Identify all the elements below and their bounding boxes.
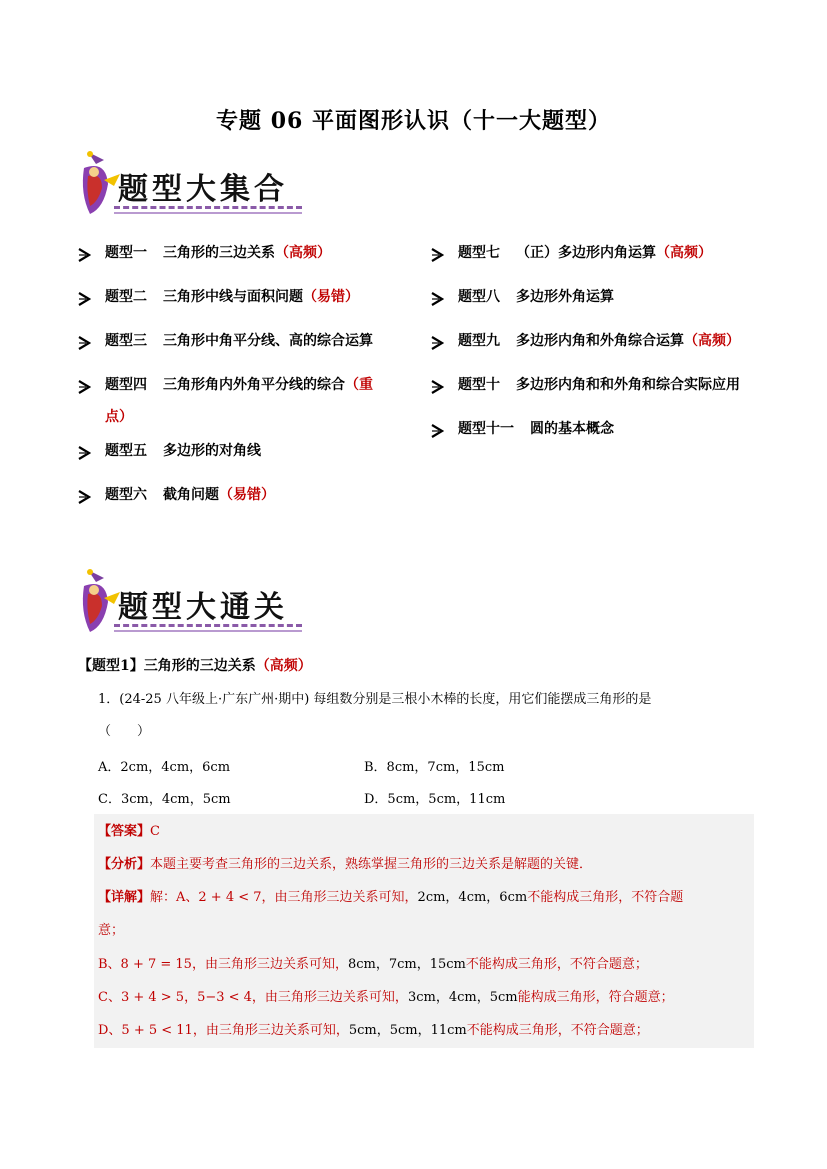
detail-post: 能构成三角形，符合题意； xyxy=(517,990,674,1005)
wizard-icon xyxy=(74,150,124,220)
detail-post: 不能构成三角形，不符合题 xyxy=(527,890,684,905)
toc-item-tag: （高频） xyxy=(684,333,740,349)
detail-values: 2cm，4cm，6cm xyxy=(417,890,528,905)
toc-item-text: 截角问题 xyxy=(163,487,219,503)
toc-item-tag-continued: 点） xyxy=(105,409,133,425)
toc-item-tag: （重 xyxy=(345,377,373,393)
toc-item[interactable] xyxy=(105,485,275,505)
toc-item-tag: （易错） xyxy=(219,487,275,503)
arrow-bullet-icon xyxy=(77,445,91,461)
detail-line-5 xyxy=(98,1021,649,1041)
heading-open-bracket: 【 xyxy=(78,658,92,674)
toc-item-tag: （易错） xyxy=(303,289,359,305)
toc-item[interactable] xyxy=(458,419,614,439)
question-blank: （ ） xyxy=(98,724,151,739)
heading-number: 1 xyxy=(120,658,130,674)
answer-label: 【答案】 xyxy=(98,824,151,839)
detail-line-4 xyxy=(98,988,674,1008)
detail-post: 不能构成三角形，不符合题意； xyxy=(465,957,648,972)
arrow-bullet-icon xyxy=(77,489,91,505)
toc-item-text: 圆的基本概念 xyxy=(530,421,614,437)
question-stem: 1．(24-25 八年级上·广东广州·期中) 每组数分别是三根小木棒的长度，用它们能摆成三角形的是 xyxy=(98,692,652,707)
arrow-bullet-icon xyxy=(430,247,444,263)
option-d: D．5cm，5cm，11cm xyxy=(364,792,506,807)
analysis-label: 【分析】 xyxy=(98,857,151,872)
toc-item[interactable] xyxy=(458,287,614,307)
section-banner-practice xyxy=(74,568,306,638)
detail-values: 8cm，7cm，15cm xyxy=(347,957,466,972)
toc-item-text: 多边形内角和外角综合运算 xyxy=(516,333,684,349)
toc-item[interactable] xyxy=(458,375,740,395)
page-title: 专题 06 平面图形认识（十一大题型） xyxy=(216,108,611,134)
banner-title: 题型大集合 xyxy=(118,172,288,207)
toc-item-label: 题型二 xyxy=(105,289,147,305)
toc-item[interactable] xyxy=(105,331,373,351)
option-b: B．8cm，7cm，15cm xyxy=(364,760,505,775)
toc-item-text: 多边形内角和和外角和综合实际应用 xyxy=(516,377,740,393)
detail-values: 5cm，5cm，11cm xyxy=(348,1023,467,1038)
answer-value: C xyxy=(150,824,160,839)
arrow-bullet-icon xyxy=(430,423,444,439)
toc-item-text: 三角形中线与面积问题 xyxy=(163,289,303,305)
toc-item-tag: （高频） xyxy=(656,245,712,261)
answer-line xyxy=(98,822,160,842)
detail-values: 3cm，4cm，5cm xyxy=(407,990,518,1005)
option-c: C．3cm，4cm，5cm xyxy=(98,792,231,807)
toc-item-text: 多边形的对角线 xyxy=(163,443,261,459)
detail-line-2 xyxy=(98,921,124,941)
detail-post: 不能构成三角形，不符合题意； xyxy=(466,1023,649,1038)
arrow-bullet-icon xyxy=(77,247,91,263)
detail-line-3 xyxy=(98,955,648,975)
toc-item-label: 题型十一 xyxy=(458,421,514,437)
toc-item-text: （正）多边形内角运算 xyxy=(516,245,656,261)
toc-item-label: 题型七 xyxy=(458,245,500,261)
arrow-bullet-icon xyxy=(77,291,91,307)
toc-item-label: 题型六 xyxy=(105,487,147,503)
wizard-icon xyxy=(74,568,124,638)
toc-item-text: 多边形外角运算 xyxy=(516,289,614,305)
arrow-bullet-icon xyxy=(430,335,444,351)
toc-item-label: 题型一 xyxy=(105,245,147,261)
detail-pre: 意； xyxy=(98,923,125,938)
section-banner-collection xyxy=(74,150,306,220)
toc-item-tag: （高频） xyxy=(275,245,331,261)
detail-pre: D、5 + 5 < 11，由三角形三边关系可知， xyxy=(98,1023,349,1038)
toc-item-text: 三角形角内外角平分线的综合 xyxy=(163,377,345,393)
detail-line-1 xyxy=(98,888,683,908)
toc-item-label: 题型三 xyxy=(105,333,147,349)
analysis-text: 本题主要考查三角形的三边关系，熟练掌握三角形的三边关系是解题的关键． xyxy=(150,857,593,872)
analysis-line xyxy=(98,855,592,875)
detail-pre: C、3 + 4 > 5，5−3 < 4，由三角形三边关系可知， xyxy=(98,990,408,1005)
heading-label: 题型 xyxy=(92,658,120,674)
toc-item-label: 题型十 xyxy=(458,377,500,393)
toc-item[interactable] xyxy=(105,441,261,461)
toc-item[interactable] xyxy=(105,287,359,307)
toc-item[interactable] xyxy=(458,243,712,263)
toc-item-text: 三角形中角平分线、高的综合运算 xyxy=(163,333,373,349)
toc-item-label: 题型九 xyxy=(458,333,500,349)
section-heading xyxy=(78,656,312,676)
arrow-bullet-icon xyxy=(77,335,91,351)
toc-item-text: 三角形的三边关系 xyxy=(163,245,275,261)
detail-label: 【详解】 xyxy=(98,890,151,905)
banner-title: 题型大通关 xyxy=(118,590,288,625)
toc-item-label: 题型八 xyxy=(458,289,500,305)
toc-item[interactable] xyxy=(458,331,740,351)
arrow-bullet-icon xyxy=(77,379,91,395)
toc-item[interactable] xyxy=(105,243,331,263)
heading-tag: （高频） xyxy=(255,658,312,674)
toc-item-label: 题型五 xyxy=(105,443,147,459)
toc-item-label: 题型四 xyxy=(105,377,147,393)
answer-panel xyxy=(94,814,754,1048)
heading-close-bracket: 】 xyxy=(129,658,144,674)
detail-pre: B、8 + 7 = 15，由三角形三边关系可知， xyxy=(98,957,348,972)
arrow-bullet-icon xyxy=(430,291,444,307)
toc-item[interactable] xyxy=(105,375,373,395)
detail-pre: 解：A、2 + 4 < 7，由三角形三边关系可知， xyxy=(150,890,418,905)
arrow-bullet-icon xyxy=(430,379,444,395)
option-a: A．2cm，4cm，6cm xyxy=(98,760,231,775)
heading-text: 三角形的三边关系 xyxy=(143,658,256,674)
